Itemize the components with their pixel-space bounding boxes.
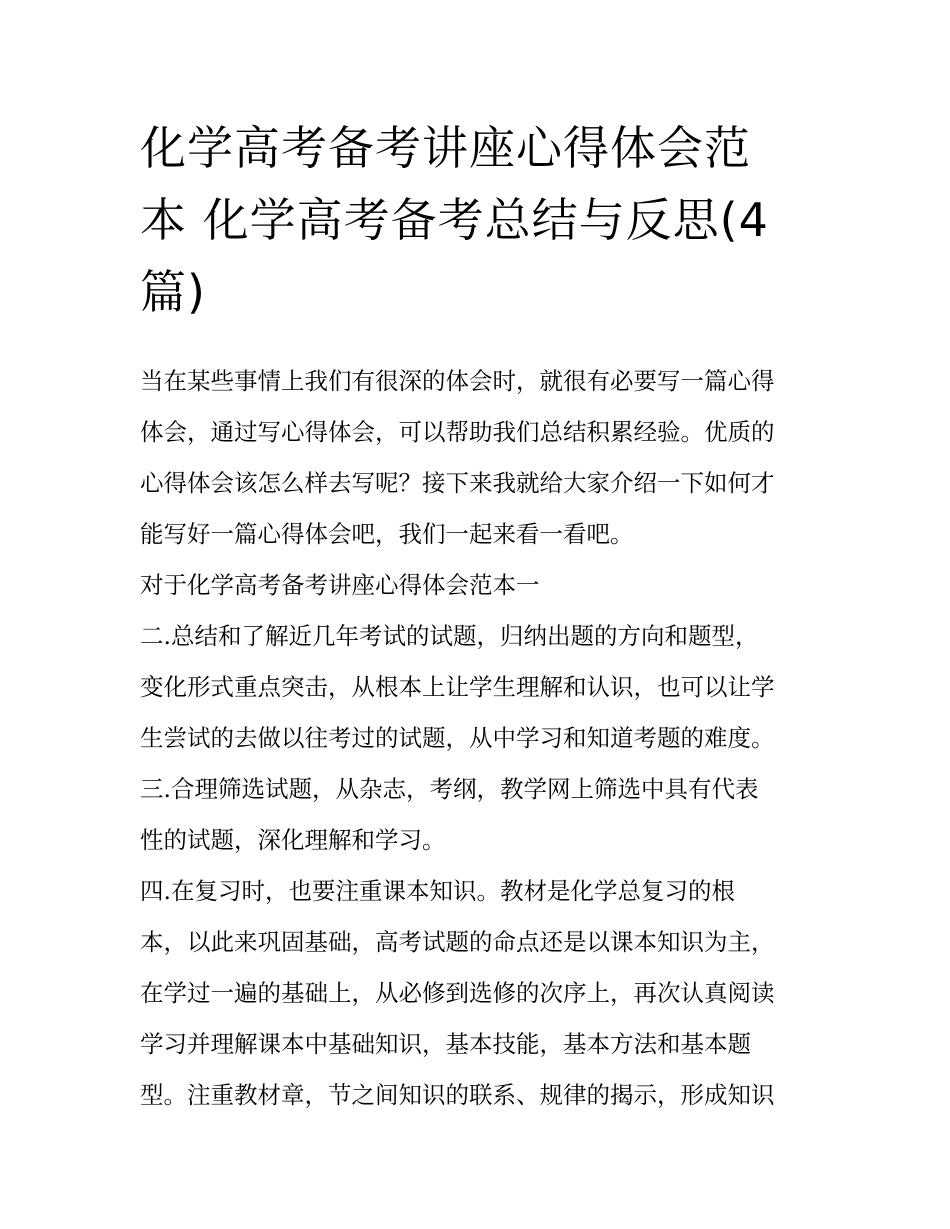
body-line: 生尝试的去做以往考过的试题，从中学习和知道考题的难度。 [140, 724, 775, 752]
body-line: 三.合理筛选试题，从杂志，考纲，教学网上筛选中具有代表 [140, 775, 759, 803]
document-title [140, 112, 820, 328]
body-line: 性的试题，深化理解和学习。 [140, 826, 446, 854]
body-line: 二.总结和了解近几年考试的试题，归纳出题的方向和题型， [140, 622, 759, 650]
body-line: 变化形式重点突击，从根本上让学生理解和认识，也可以让学 [140, 673, 775, 701]
body-line: 四.在复习时，也要注重课本知识。教材是化学总复习的根 [140, 877, 735, 905]
body-line: 能写好一篇心得体会吧，我们一起来看一看吧。 [140, 520, 634, 548]
body-line: 型。注重教材章，节之间知识的联系、规律的揭示，形成知识 [140, 1081, 775, 1109]
title-line: 篇) [140, 265, 206, 319]
title-line: 化学高考备考讲座心得体会范 [140, 121, 751, 175]
body-line: 当在某些事情上我们有很深的体会时，就很有必要写一篇心得 [140, 367, 775, 395]
body-line: 在学过一遍的基础上，从必修到选修的次序上，再次认真阅读 [140, 979, 775, 1007]
section-heading: 对于化学高考备考讲座心得体会范本一 [140, 571, 540, 599]
body-line: 学习并理解课本中基础知识，基本技能，基本方法和基本题 [140, 1030, 751, 1058]
document-body [140, 356, 820, 1121]
body-line: 本，以此来巩固基础，高考试题的命点还是以课本知识为主， [140, 928, 775, 956]
body-line: 心得体会该怎么样去写呢？接下来我就给大家介绍一下如何才 [140, 469, 775, 497]
title-line: 本 化学高考备考总结与反思(4 [140, 193, 769, 247]
body-line: 体会，通过写心得体会，可以帮助我们总结积累经验。优质的 [140, 418, 775, 446]
